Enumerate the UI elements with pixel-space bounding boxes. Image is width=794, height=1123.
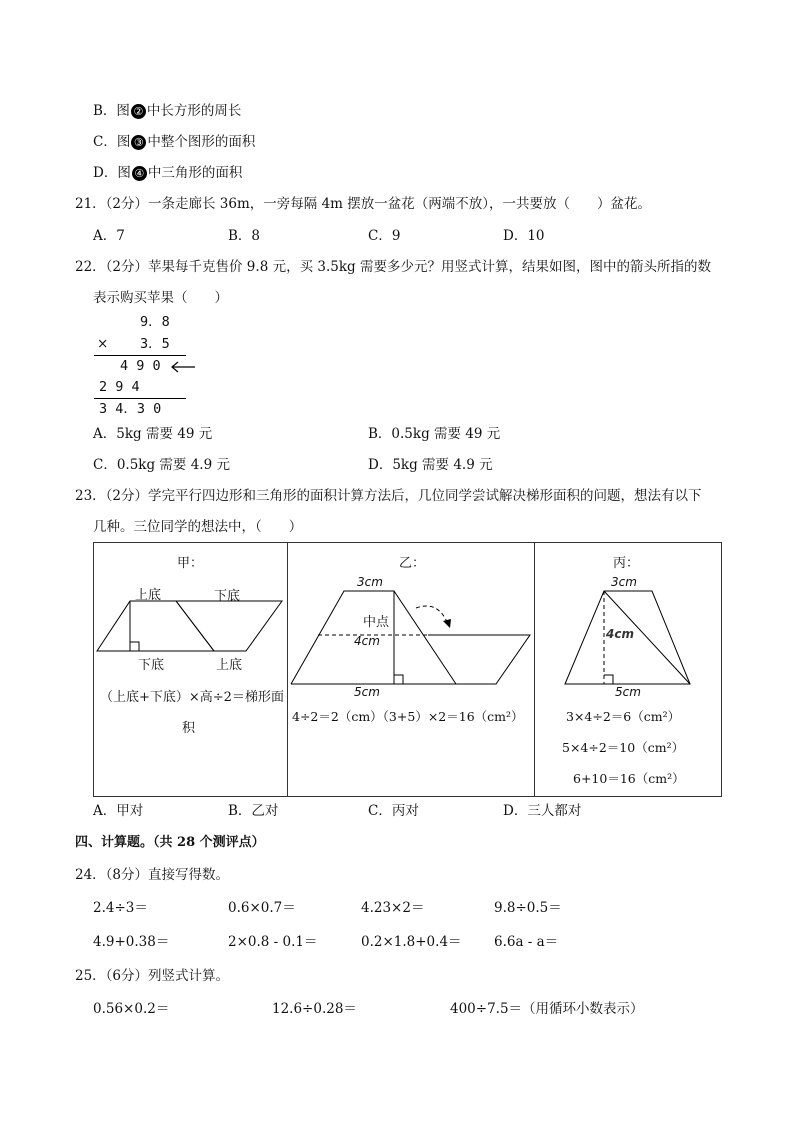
yi-formula: 4÷2＝2（cm）（3+5）×2＝16（cm²）: [292, 709, 524, 724]
yi-label-mid: 中点: [363, 615, 390, 630]
q21-option-c: C．9: [368, 228, 401, 244]
calc-row-4: 2 9 4: [99, 379, 140, 395]
q24-item-4: 9.8÷0.5＝: [494, 900, 562, 916]
q24-stem: 24．（8分）直接写得数。: [75, 867, 230, 883]
jia-formula-line2: 积: [182, 721, 196, 736]
calc-row-2: 3．5: [140, 336, 170, 352]
bing-label-bottom: 5cm: [615, 685, 641, 699]
q22-option-c: C．0.5kg 需要 4.9 元: [93, 457, 230, 473]
jia-formula-line1: （上底+下底）×高÷2＝梯形面: [100, 690, 284, 705]
q23-option-d: D．三人都对: [503, 803, 582, 819]
calc-row-1: 9．8: [140, 314, 170, 330]
q24-item-8: 6.6a - a＝: [494, 934, 559, 950]
q25-item-2: 12.6÷0.28＝: [272, 1001, 357, 1017]
q25-item-1: 0.56×0.2＝: [93, 1001, 170, 1017]
jia-diagram: [94, 578, 286, 658]
q22-option-a: A．5kg 需要 49 元: [93, 426, 213, 442]
q22-option-d: D．5kg 需要 4.9 元: [368, 457, 493, 473]
circled-number-2: ②: [131, 104, 146, 119]
q24-item-3: 4.23×2＝: [361, 900, 425, 916]
circled-number-3: ③: [131, 135, 146, 150]
calc-line-1: [94, 355, 186, 356]
jia-label-bot1: 下底: [138, 658, 165, 673]
q24-item-2: 0.6×0.7＝: [228, 900, 296, 916]
bing-formula-2: 5×4÷2＝10（cm²）: [562, 740, 685, 755]
jia-label-top1: 上底: [135, 588, 162, 603]
calc-line-2: [94, 398, 186, 399]
q20-option-d: D．图 ④ 中三角形的面积: [93, 165, 243, 181]
calc-times-sign: ×: [97, 336, 109, 352]
calc-row-5: 3 4．3 0: [99, 401, 162, 417]
q23-option-a: A．甲对: [93, 803, 144, 819]
q20-option-c: C．图 ③ 中整个图形的面积: [93, 134, 256, 150]
curved-arrow-icon: [443, 619, 451, 628]
q24-item-5: 4.9+0.38＝: [93, 934, 170, 950]
q24-item-7: 0.2×1.8+0.4＝: [361, 934, 462, 950]
yi-label-top: 3cm: [357, 575, 383, 589]
q24-item-1: 2.4÷3＝: [93, 900, 148, 916]
yi-title: 乙：: [399, 556, 426, 571]
q21-option-d: D．10: [503, 228, 545, 244]
q23-stem-line1: 23．（2分）学完平行四边形和三角形的面积计算方法后，几位同学尝试解决梯形面积的问题，想法有以下: [75, 488, 702, 504]
q23-option-c: C．丙对: [368, 803, 419, 819]
q23-option-b: B．乙对: [228, 803, 279, 819]
section-title: 四、计算题。（共 28 个测评点）: [75, 835, 265, 850]
q25-stem: 25．（6分）列竖式计算。: [75, 968, 230, 984]
q22-stem-line2: 表示购买苹果（ ）: [93, 290, 228, 306]
bing-label-top: 3cm: [611, 575, 637, 589]
bing-formula-3: 6+10＝16（cm²）: [573, 771, 685, 786]
q22-stem-line1: 22．（2分）苹果每千克售价 9.8 元，买 3.5kg 需要多少元？用竖式计算，结果如图，图中的箭头所指的数: [75, 259, 711, 275]
q21-option-a: A．7: [93, 228, 125, 244]
yi-label-h: 4cm: [354, 634, 380, 648]
q23-stem-line2: 几种。三位同学的想法中，（ ）: [93, 519, 303, 535]
q20-option-b: B．图 ② 中长方形的周长: [93, 103, 242, 119]
q25-item-3: 400÷7.5＝（用循环小数表示）: [450, 1001, 644, 1017]
q24-item-6: 2×0.8 - 0.1＝: [228, 934, 318, 950]
table-divider-2: [534, 542, 535, 796]
jia-label-bot2: 上底: [216, 658, 243, 673]
calc-row-3: 4 9 0: [120, 358, 161, 374]
bing-formula-1: 3×4÷2＝6（cm²）: [566, 709, 681, 724]
arrow-left-icon: [170, 360, 196, 374]
bing-title: 丙：: [613, 556, 640, 571]
jia-title: 甲：: [177, 556, 204, 571]
bing-label-h: 4cm: [606, 627, 634, 641]
jia-label-top2: 下底: [214, 589, 241, 604]
circled-number-4: ④: [132, 166, 147, 181]
q22-option-b: B．0.5kg 需要 49 元: [368, 426, 501, 442]
q21-option-b: B．8: [228, 228, 261, 244]
yi-diagram: [288, 588, 534, 688]
yi-label-bottom: 5cm: [354, 685, 380, 699]
q21-stem: 21．（2分）一条走廊长 36m，一旁每隔 4m 摆放一盆花（两端不放），一共要放（ ）盆花。: [75, 196, 652, 212]
